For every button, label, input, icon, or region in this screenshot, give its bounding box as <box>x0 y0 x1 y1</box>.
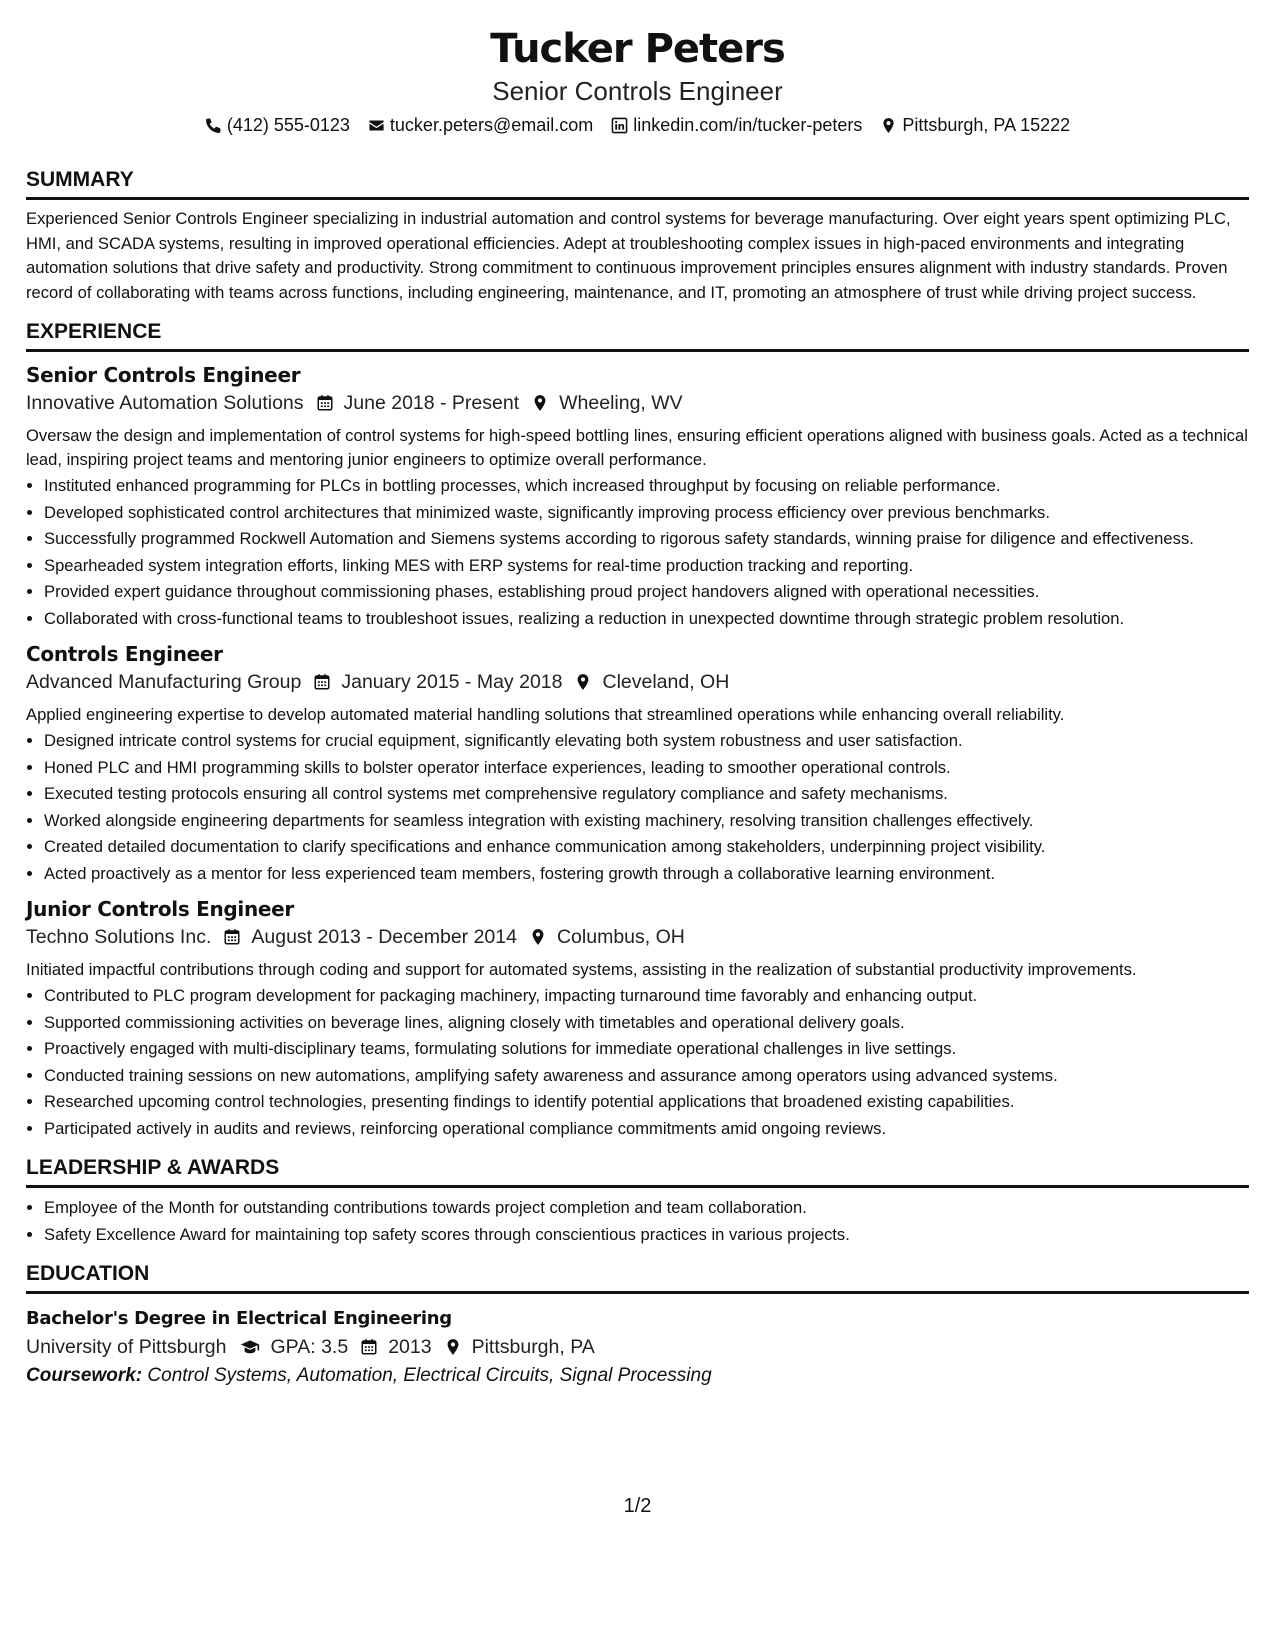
envelope-icon <box>368 117 385 134</box>
list-item: • Provided expert guidance throughout commissioning phases, establishing proud project handovers aligned with operational necessities. <box>44 580 1249 605</box>
list-item: • Executed testing protocols ensuring all control systems met comprehensive regulatory compliance and safety mechanisms. <box>44 782 1249 807</box>
job-entry <box>26 641 1249 886</box>
graduation-cap-icon <box>239 1337 261 1357</box>
email-text: tucker.peters@email.com <box>389 115 594 135</box>
list-item: • Designed intricate control systems for crucial equipment, significantly elevating both system robustness and user satisfaction. <box>44 729 1249 754</box>
job-company: Techno Solutions Inc. <box>26 926 212 948</box>
job-meta <box>26 922 1249 952</box>
contact-linkedin[interactable] <box>611 113 862 137</box>
list-item: • Acted proactively as a mentor for less experienced team members, fostering growth through a collaborative learning environment. <box>44 862 1249 887</box>
education-location: Pittsburgh, PA <box>471 1336 595 1358</box>
contact-location <box>880 113 1070 137</box>
job-description: Applied engineering expertise to develop automated material handling solutions that streamlined operations while enhancing overall reliability. <box>26 705 1065 724</box>
job-company: Advanced Manufacturing Group <box>26 671 302 693</box>
linkedin-icon <box>611 117 628 134</box>
education-degree: Bachelor's Degree in Electrical Engineering <box>26 1308 452 1329</box>
job-bullets <box>26 474 1249 631</box>
job-role: Senior Controls Engineer <box>26 363 301 387</box>
calendar-icon <box>316 394 334 412</box>
job-entry <box>26 362 1249 631</box>
candidate-title: Senior Controls Engineer <box>492 76 783 106</box>
summary-heading: SUMMARY <box>26 167 1249 200</box>
contact-bar <box>26 113 1249 137</box>
contact-email[interactable] <box>368 113 593 137</box>
list-item: • Worked alongside engineering departments for seamless integration with existing machinery, resolving transition challenges effectively. <box>44 809 1249 834</box>
job-location: Wheeling, WV <box>559 392 683 414</box>
map-marker-icon <box>529 928 547 946</box>
job-entry <box>26 896 1249 1141</box>
calendar-icon <box>360 1338 378 1356</box>
list-item: • Employee of the Month for outstanding contributions towards project completion and team collaboration. <box>44 1196 1249 1221</box>
map-marker-icon <box>444 1338 462 1356</box>
list-item: • Proactively engaged with multi-disciplinary teams, formulating solutions for immediate operational challenges in live settings. <box>44 1037 1249 1062</box>
list-item: • Researched upcoming control technologies, presenting findings to identify potential applications that broadened existing capabilities. <box>44 1090 1249 1115</box>
phone-icon <box>205 117 222 134</box>
job-bullets <box>26 729 1249 886</box>
awards-list <box>26 1196 1249 1247</box>
education-section <box>26 1261 1249 1390</box>
phone-text: (412) 555-0123 <box>226 115 350 135</box>
job-meta <box>26 667 1249 697</box>
coursework-label: Coursework: <box>26 1365 143 1386</box>
list-item: • Participated actively in audits and reviews, reinforcing operational compliance commitments amid ongoing reviews. <box>44 1117 1249 1142</box>
calendar-icon <box>223 928 241 946</box>
map-marker-icon <box>574 673 592 691</box>
list-item: • Created detailed documentation to clarify specifications and enhance communication among stakeholders, underpinning project visibility. <box>44 835 1249 860</box>
job-location: Columbus, OH <box>556 926 685 948</box>
education-meta <box>26 1332 1249 1362</box>
job-meta <box>26 388 1249 418</box>
coursework-text: Control Systems, Automation, Electrical Circuits, Signal Processing <box>147 1365 712 1386</box>
job-dates: August 2013 - December 2014 <box>251 926 517 948</box>
candidate-name: Tucker Peters <box>490 26 785 72</box>
job-role: Controls Engineer <box>26 642 223 666</box>
education-gpa: GPA: 3.5 <box>270 1336 349 1358</box>
job-description: Initiated impactful contributions through coding and support for automated systems, assisting in the realization of substantial productivity improvements. <box>26 960 1137 979</box>
location-text: Pittsburgh, PA 15222 <box>902 115 1071 135</box>
experience-section <box>26 319 1249 1141</box>
list-item: • Successfully programmed Rockwell Automation and Siemens systems according to rigorous safety standards, winning praise for diligence and effectiveness. <box>44 527 1249 552</box>
list-item: • Contributed to PLC program development for packaging machinery, impacting turnaround time favorably and enhancing output. <box>44 984 1249 1009</box>
experience-heading: EXPERIENCE <box>26 319 1249 352</box>
education-heading: EDUCATION <box>26 1261 1249 1294</box>
summary-text: Experienced Senior Controls Engineer specializing in industrial automation and control systems for beverage manufacturing. Over eight years spent optimizing PLC, HMI, and SCADA systems, resulting in improved operational efficiencies. Adept at troubleshooting complex issues in high-paced environments and integrating automation solutions that drive safety and productivity. Strong commitment to continuous improvement principles ensures alignment with industry standards. Proven record of collaborating with teams across functions, including engineering, maintenance, and IT, promoting an atmosphere of trust while driving project success. <box>26 209 1231 302</box>
calendar-icon <box>313 673 331 691</box>
map-marker-icon <box>880 117 897 134</box>
education-year: 2013 <box>388 1336 432 1358</box>
job-dates: June 2018 - Present <box>343 392 520 414</box>
contact-phone[interactable] <box>205 113 350 137</box>
awards-heading: LEADERSHIP & AWARDS <box>26 1155 1249 1188</box>
list-item: • Spearheaded system integration efforts, linking MES with ERP systems for real-time production tracking and reporting. <box>44 554 1249 579</box>
job-bullets <box>26 984 1249 1141</box>
page-number: 1/2 <box>623 1495 652 1517</box>
awards-section <box>26 1155 1249 1247</box>
list-item: • Developed sophisticated control architectures that minimized waste, significantly improving process efficiency over previous benchmarks. <box>44 501 1249 526</box>
job-location: Cleveland, OH <box>602 671 730 693</box>
list-item: • Instituted enhanced programming for PLCs in bottling processes, which increased throughput by focusing on reliable performance. <box>44 474 1249 499</box>
linkedin-text: linkedin.com/in/tucker-peters <box>633 115 863 135</box>
list-item: • Supported commissioning activities on beverage lines, aligning closely with timetables and operational delivery goals. <box>44 1011 1249 1036</box>
job-company: Innovative Automation Solutions <box>26 392 304 414</box>
education-school: University of Pittsburgh <box>26 1336 227 1358</box>
list-item: • Honed PLC and HMI programming skills to bolster operator interface experiences, leading to smoother operational controls. <box>44 756 1249 781</box>
education-coursework <box>26 1362 1249 1390</box>
list-item: • Safety Excellence Award for maintaining top safety scores through conscientious practices in various projects. <box>44 1223 1249 1248</box>
map-marker-icon <box>531 394 549 412</box>
list-item: • Conducted training sessions on new automations, amplifying safety awareness and assurance among operators using advanced systems. <box>44 1064 1249 1089</box>
job-dates: January 2015 - May 2018 <box>341 671 563 693</box>
list-item: • Collaborated with cross-functional teams to troubleshoot issues, realizing a reduction in unexpected downtime through strategic problem resolution. <box>44 607 1249 632</box>
summary-section <box>26 167 1249 305</box>
job-description: Oversaw the design and implementation of control systems for high-speed bottling lines, ensuring efficient operations aligned with business goals. Acted as a technical lead, inspiring project teams and mentoring junior engineers to optimize overall performance. <box>26 426 1248 469</box>
job-role: Junior Controls Engineer <box>26 897 294 921</box>
